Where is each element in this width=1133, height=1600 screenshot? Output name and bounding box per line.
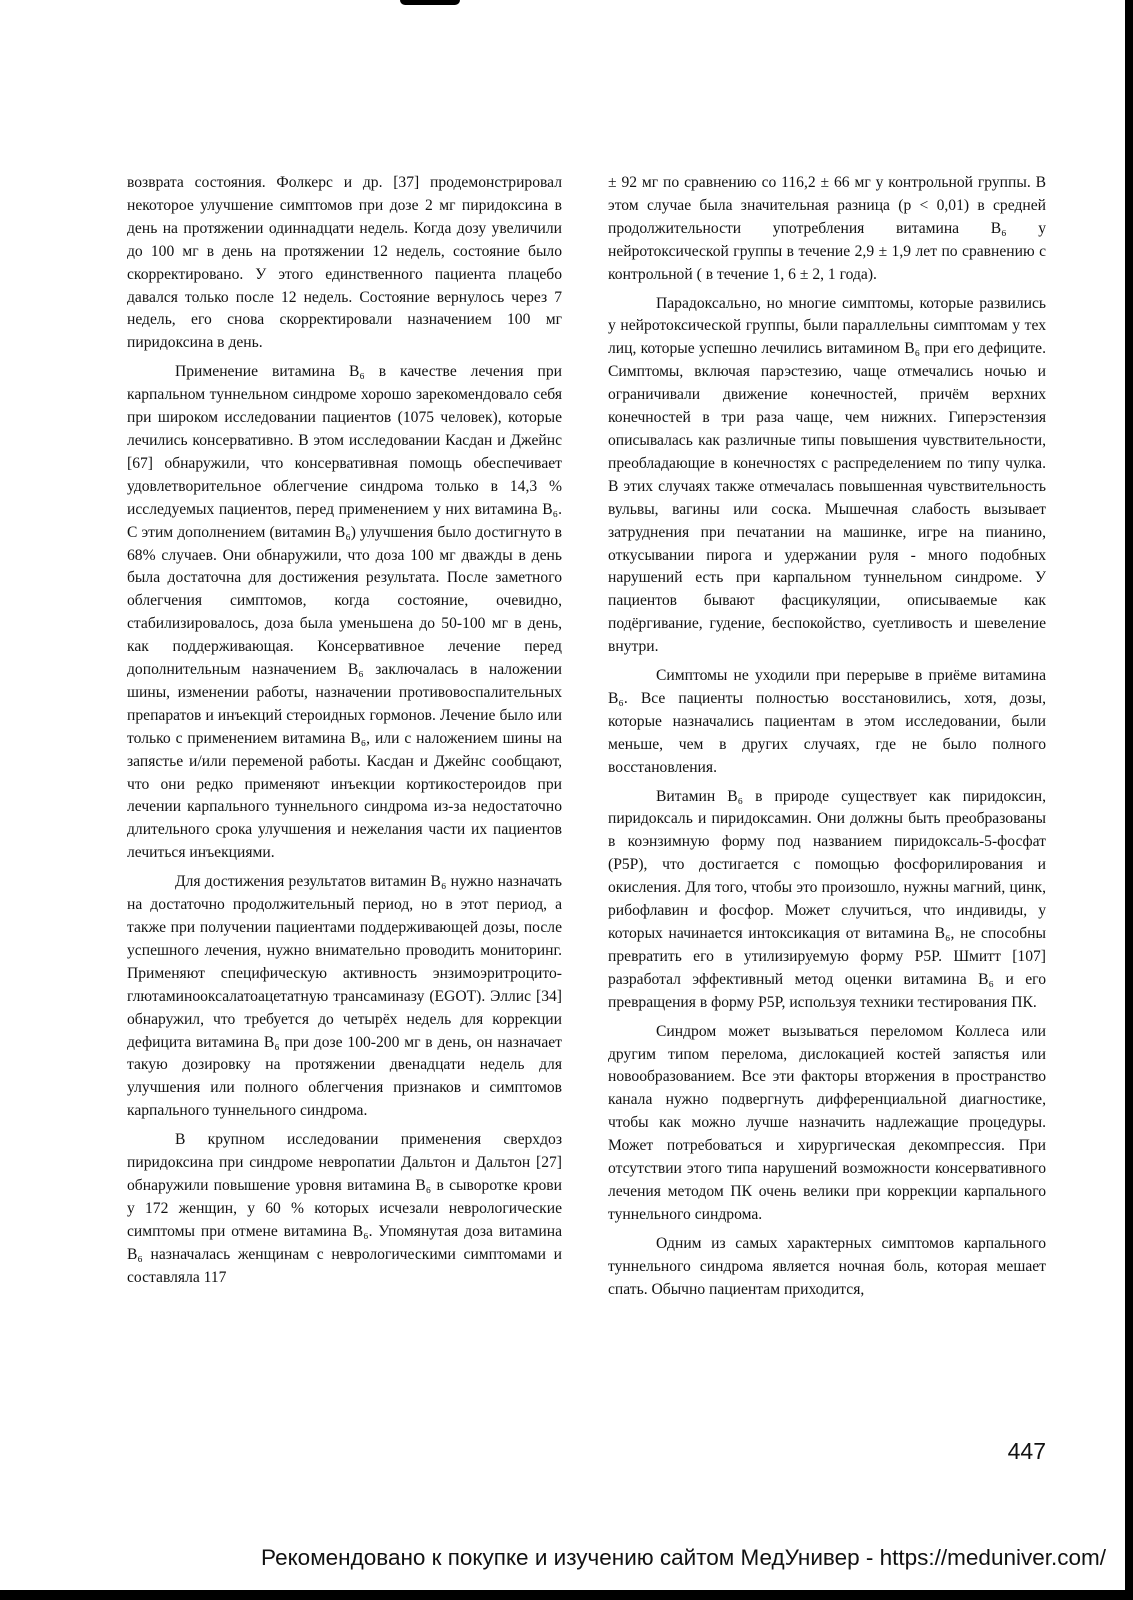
scan-mark: [400, 0, 460, 5]
scan-edge-right: [1125, 0, 1133, 1600]
paragraph: Одним из самых характерных симптомов карпального туннельного синдрома является ночная боль, которая мешает спать. Обычно пациентам приходится,: [608, 1234, 1046, 1298]
paragraph: ± 92 мг по сравнению со 116,2 ± 66 мг у контрольной группы. В этом случае была значительная разница (p < 0,01) в средней продолжительности употребления витамина B₆ у нейротоксической группы в течение 2,9 ± 1,9 лет по сравнению с контрольной ( в течение 1, 6 ± 2, 1 года).: [608, 174, 1046, 283]
paragraph: Синдром может вызываться переломом Коллеса или другим типом перелома, дислокацией костей запястья или новообразованием. Все эти факторы вторжения в пространство канала нужно подвергнуть дифференциальной диагностике, чтобы как можно лучше назначить надлежащие процедуры. Может потребоваться и хирургическая декомпрессия. При отсутствии этого типа нарушений возможности консервативного лечения методом ПК очень велики при коррекции карпального туннельного синдрома.: [608, 1022, 1046, 1223]
paragraph: Применение витамина B₆ в качестве лечения при карпальном туннельном синдроме хорошо зарекомендовало себя при широком исследовании пациентов (1075 человек), которые лечились консервативно. В этом исследовании Касдан и Джейнс [67] обнаружили, что консервативная помощь обеспечивает удовлетворительное облегчение синдрома только в 14,3 % исследуемых пациентов, перед применением у них витамина B₆. С этим дополнением (витамин B₆) улучшения было достигнуто в 68% случаев. Они обнаружили, что доза 100 мг дважды в день была достаточна для достижения результата. После заметного облегчения симптомов, когда состояние, очевидно, стабилизировалось, доза была уменьшена до 50-100 мг в день, как поддерживающая. Консервативное лечение перед дополнительным назначением B₆ заключалась в наложении шины, изменении работы, назначении противовоспалительных препаратов и инъекций стероидных гормонов. Лечение было или только с применением витамина B₆, или с наложением шины на запястье и/или переменой работы. Касдан и Джейнс сообщают, что они редко применяют инъекции кортикостероидов при лечении карпального туннельного синдрома из-за недостаточно длительного срока улучшения и нежелания части их пациентов лечиться инъекциями.: [127, 363, 562, 862]
paragraph: В крупном исследовании применения сверхдоз пиридоксина при синдроме невропатии Дальтон и Дальтон [27] обнаружили повышение уровня витамина B₆ в сыворотке крови у 172 женщин, у 60 % которых исчезали неврологические симптомы при отмене витамина B₆. Упомянутая доза витамина B₆ назначалась женщинам с неврологическими симптомами и составляла 117: [127, 1131, 562, 1286]
paragraph: Симптомы не уходили при перерыве в приёме витамина B₆. Все пациенты полностью восстановились, хотя, дозы, которые назначались пациентам в этом исследовании, были меньше, чем в других случаях, где не было полного восстановления.: [608, 667, 1046, 776]
left-text-column: [127, 172, 562, 1296]
paragraph: Для достижения результатов витамин B₆ нужно назначать на достаточно продолжительный период, но в этот период, а также при получении пациентами поддерживающей дозы, после успешного лечения, нужно внимательно проводить мониторинг. Применяют специфическую активность энзимоэритроцито-глютаминооксалатоацетатную трансаминазу (EGOT). Эллис [34] обнаружил, что требуется до четырёх недель для коррекции дефицита витамина B₆ при дозе 100-200 мг в день, он назначает такую дозировку на протяжении двенадцати недель для улучшения или полного облегчения признаков и симптомов карпального туннельного синдрома.: [127, 873, 562, 1120]
scan-edge-bottom: [0, 1590, 1133, 1600]
paragraph: Витамин B₆ в природе существует как пиридоксин, пиридоксаль и пиридоксамин. Они должны быть преобразованы в коэнзимную форму под названием пиридоксаль-5-фосфат (P5P), что достигается с помощью фосфорилирования и окисления. Для того, чтобы это произошло, нужны магний, цинк, рибофлавин и фосфор. Может случиться, что индивиды, у которых начинается интоксикация от витамина B₆, не способны превратить его в утилизируемую форму P5P. Шмитт [107] разработал эффективный метод оценки витамина B₆ и его превращения в форму P5P, используя техники тестирования ПК.: [608, 787, 1046, 1011]
right-text-column: [608, 172, 1046, 1308]
paragraph: Парадоксально, но многие симптомы, которые развились у нейротоксической группы, были параллельны симптомам у тех лиц, которые успешно лечились витамином B₆ при его дефиците. Симптомы, включая парэстезию, чаще отмечались ночью и ограничивали движение конечностей, причём верхних конечностей в три раза чаще, чем нижних. Гиперэстензия описывалась как различные типы повышения чувствительности, преобладающие в конечностях с распределением по типу чулка. В этих случаях также отмечалась повышенная чувствительность вульвы, вагины или соска. Мышечная слабость вызывает затруднения при печатании на машинке, игре на пианино, откусывании пирога и удержании руля - много подобных нарушений есть при карпальном туннельном синдроме. У пациентов бывают фасцикуляции, описываемые как подёргивание, гудение, беспокойство, суетливость и шевеление внутри.: [608, 294, 1046, 656]
page-number: 447: [1007, 1438, 1046, 1464]
footer-promo-text: Рекомендовано к покупке и изучению сайтом МедУнивер - https://meduniver.com/: [261, 1545, 1106, 1570]
paragraph: возврата состояния. Фолкерс и др. [37] продемонстрировал некоторое улучшение симптомов при дозе 2 мг пиридоксина в день на протяжении одиннадцати недель. Когда дозу увеличили до 100 мг в день на протяжении 12 недель, состояние было скорректировано. У этого единственного пациента плацебо давался только после 12 недель. Состояние вернулось через 7 недель, его снова скорректировали назначением 100 мг пиридоксина в день.: [127, 174, 562, 352]
